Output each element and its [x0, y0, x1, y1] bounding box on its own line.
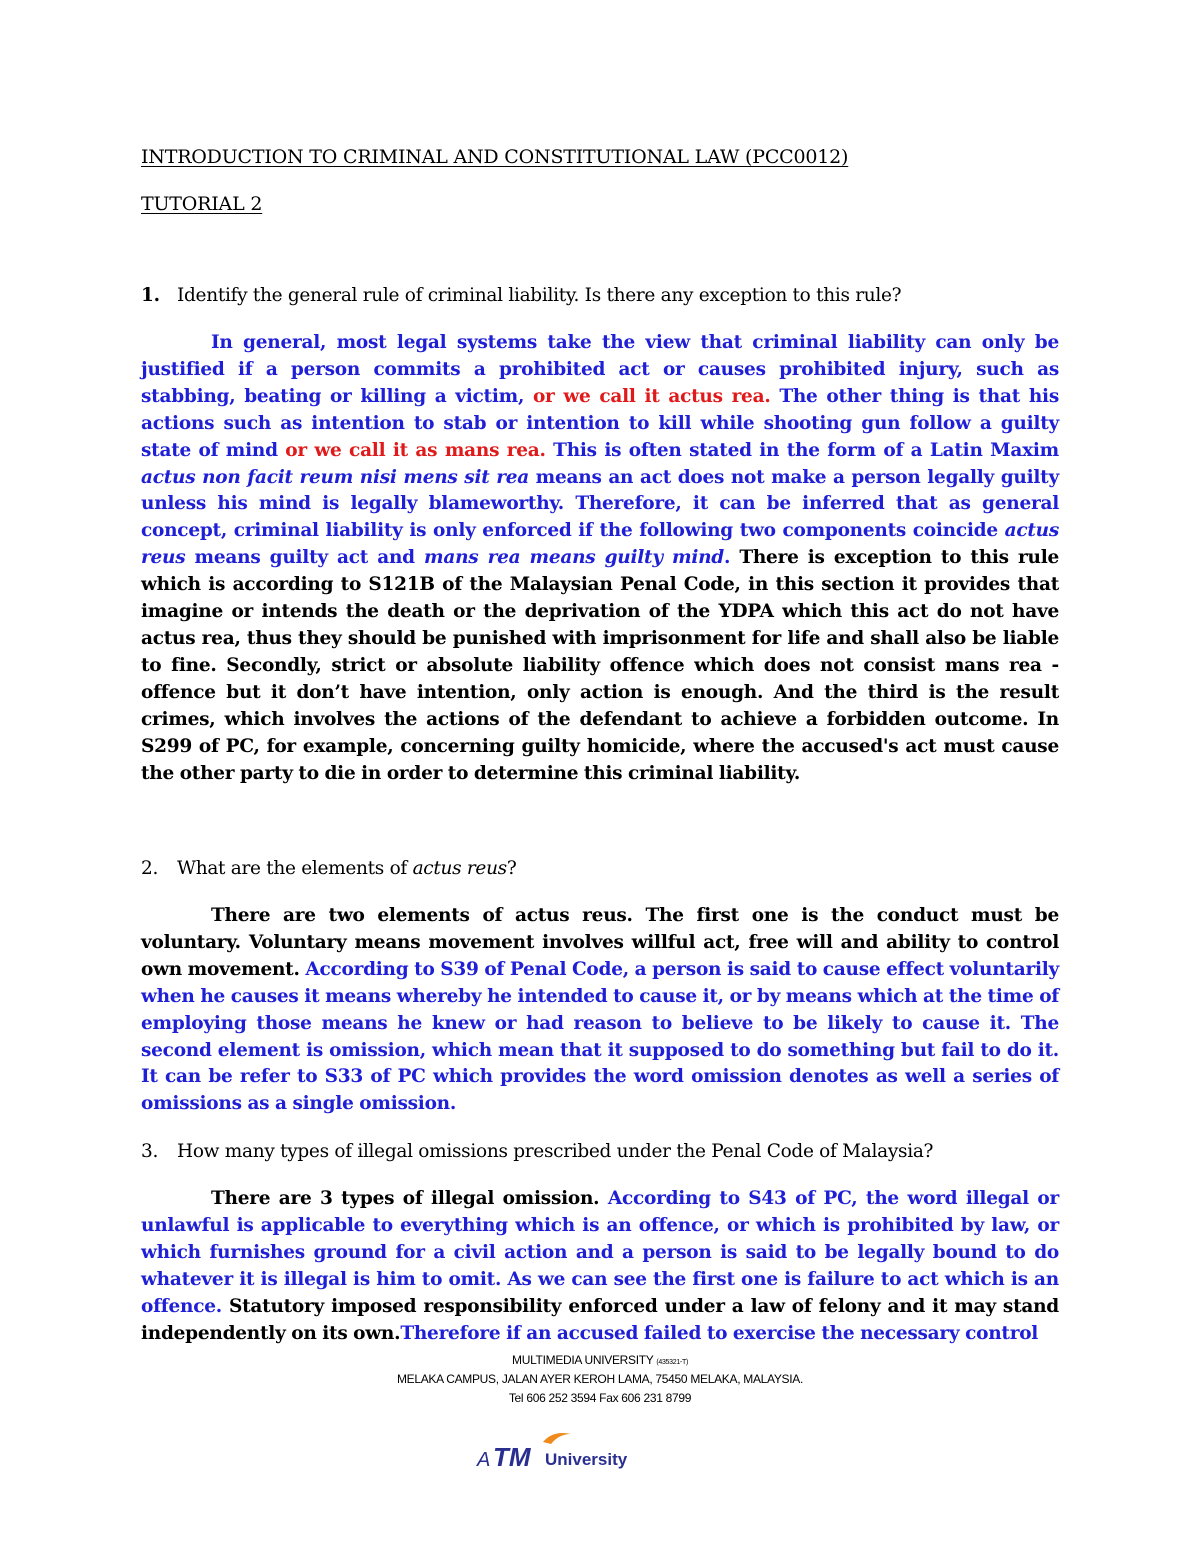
footer-address: MELAKA CAMPUS, JALAN AYER KEROH LAMA, 75450 MELAKA, MALAYSIA.: [396, 1372, 804, 1386]
answer-1-part: In general, most legal systems take the view that criminal liability can only be justified if a person commits a prohibited act or causes prohibited injury, such as stabbing, beating or killing a victim,: [141, 332, 1059, 407]
question-2-text-end: ?: [506, 858, 517, 879]
answer-1-term: actus reus: [141, 520, 1059, 569]
question-2-number: 2.: [141, 858, 159, 879]
logo-swoosh-icon: [543, 1433, 571, 1444]
answer-3-part: There are 3 types of illegal omission.: [211, 1188, 600, 1209]
question-3: [141, 1141, 1061, 1162]
footer-registration: (435321-T): [656, 1359, 688, 1366]
question-2: [141, 858, 1061, 879]
answer-1-part: This is often stated in the form of a Latin Maxim: [545, 439, 1059, 461]
footer-contact: Tel 606 252 3594 Fax 606 231 8799: [508, 1391, 692, 1405]
question-3-number: 3.: [141, 1141, 159, 1162]
question-1: [141, 285, 1061, 306]
answer-3-part: According to S43 of PC, the word illegal or unlawful is applicable to everything which is an offence, or which is prohibited by law, or which furnishes ground for a civil action and a person is said to be legally bound to do whatever it is illegal is him to omit. As we can see the first one is failure to act which is an offence.: [141, 1188, 1059, 1317]
footer-university: [0, 1353, 1200, 1367]
answer-2: [141, 903, 1059, 1118]
question-1-number: 1.: [141, 285, 160, 306]
answer-3-part: Statutory imposed responsibility enforced under a law of felony and it may stand independently on its own.: [141, 1295, 1059, 1344]
answer-3-part: Therefore if an accused failed to exercise the necessary control: [400, 1322, 1039, 1344]
answer-1-part: .: [723, 547, 731, 569]
answer-1-latin-maxim: actus non facit reum nisi mens sit rea: [141, 466, 529, 488]
tutorial-title: TUTORIAL 2: [141, 193, 263, 215]
answer-2-part: According to S39 of Penal Code, a person is said to cause effect voluntarily when he causes it means whereby he intended to cause it, or by means which at the time of employing those means he knew or had reason to believe to be likely to cause it. The second element is omission, which mean that it supposed to do something but fail to do it. It can be refer to S33 of PC which provides the word omission denotes as well a series of omissions as a single omission.: [141, 958, 1060, 1115]
course-title: INTRODUCTION TO CRIMINAL AND CONSTITUTIONAL LAW (PCC0012): [141, 146, 849, 168]
answer-1-part: or we call it as mans rea.: [277, 439, 546, 461]
footer-university-name: MULTIMEDIA UNIVERSITY: [512, 1353, 654, 1367]
logo-brand: TM: [493, 1442, 531, 1472]
question-2-term: actus reus: [412, 858, 507, 879]
question-3-text: How many types of illegal omissions prescribed under the Penal Code of Malaysia?: [177, 1141, 934, 1162]
answer-1-part: means guilty act and: [185, 547, 425, 569]
answer-1-part: There is exception to this rule which is according to S121B of the Malaysian Penal Code, in this section it provides that imagine or intends the death or the deprivation of the YDPA which this act do not have actus rea, thus they should be punished with imprisonment for life and shall also be liable to fine. Secondly, strict or absolute liability offence which does not consist mans rea - offence but it don’t have intention, only action is enough. And the third is the result crimes, which involves the actions of the defendant to achieve a forbidden outcome. In S299 of PC, for example, concerning guilty homicide, where the accused's act must cause the other party to die in order to determine this criminal liability.: [141, 547, 1059, 784]
answer-1-term: mans rea means guilty mind: [424, 547, 724, 569]
logo-suffix: University: [545, 1450, 628, 1469]
answer-2-part: There are two elements of actus reus. The first one is the conduct must be voluntary. Voluntary means movement involves willful act, free will and ability to control own movement.: [141, 905, 1059, 980]
logo-prefix: A: [477, 1449, 491, 1471]
question-2-text: What are the elements of: [177, 858, 413, 879]
answer-1-part: means an act does not make a person legally guilty unless his mind is legally blameworthy. Therefore, it can be inferred that as general concept, criminal liability is only enforced if the following two components coincide: [141, 466, 1059, 542]
tm-university-logo: [475, 1428, 635, 1476]
answer-1-part: The other thing is that his actions such as intention to stab or intention to kill while shooting gun follow a guilty state of mind: [141, 385, 1059, 461]
answer-1-part: or we call it actus rea.: [524, 385, 771, 407]
answer-3: [141, 1186, 1059, 1347]
answer-1: [141, 330, 1059, 787]
question-1-text: Identify the general rule of criminal liability. Is there any exception to this rule?: [177, 285, 902, 306]
